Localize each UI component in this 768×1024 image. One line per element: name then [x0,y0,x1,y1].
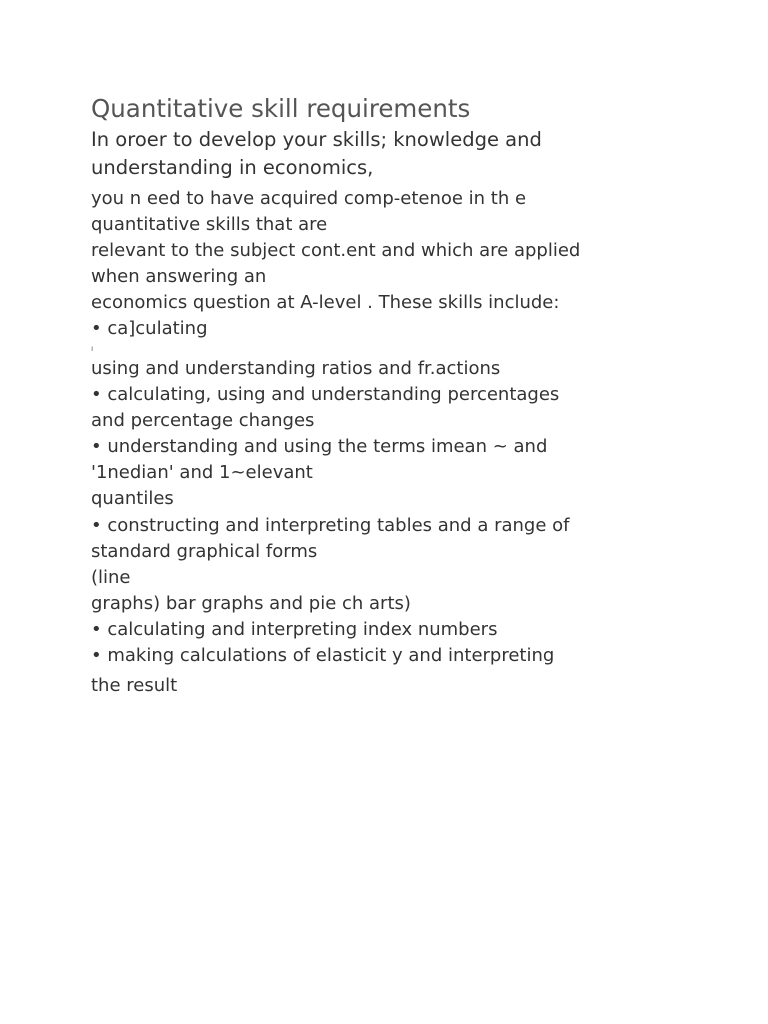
bullet-item: • making calculations of elasticit y and interpreting [91,645,555,666]
bullet-item: • ca]culating [91,318,208,339]
text-line: and percentage changes [91,410,315,431]
bullet-item: • understanding and using the terms imean ~ and [91,436,548,457]
text-line: relevant to the subject cont.ent and which are applied [91,240,581,261]
text-line: '1nedian' and 1~elevant [91,462,313,483]
text-line: understanding in economics, [91,156,374,179]
text-line: standard graphical forms [91,541,318,562]
text-line: quantitative skills that are [91,214,328,235]
page-title: Quantitative skill requirements [91,94,471,123]
text-line: the result [91,675,178,696]
text-line: graphs) bar graphs and pie ch arts) [91,593,411,614]
bullet-item: • calculating and interpreting index numbers [91,619,498,640]
text-line: you n eed to have acquired comp-etenoe in th e [91,188,527,209]
text-line: economics question at A-level . These skills include: [91,292,560,313]
text-line: quantiles [91,488,174,509]
text-line: In oroer to develop your skills; knowledge and [91,128,542,151]
bullet-item: • constructing and interpreting tables and a range of [91,515,570,536]
text-line: (line [91,567,131,588]
text-line: when answering an [91,266,267,287]
bullet-item: • calculating, using and understanding percentages [91,384,560,405]
stray-mark: ı [91,344,94,353]
document-page [91,92,731,699]
text-line: using and understanding ratios and fr.actions [91,358,501,379]
